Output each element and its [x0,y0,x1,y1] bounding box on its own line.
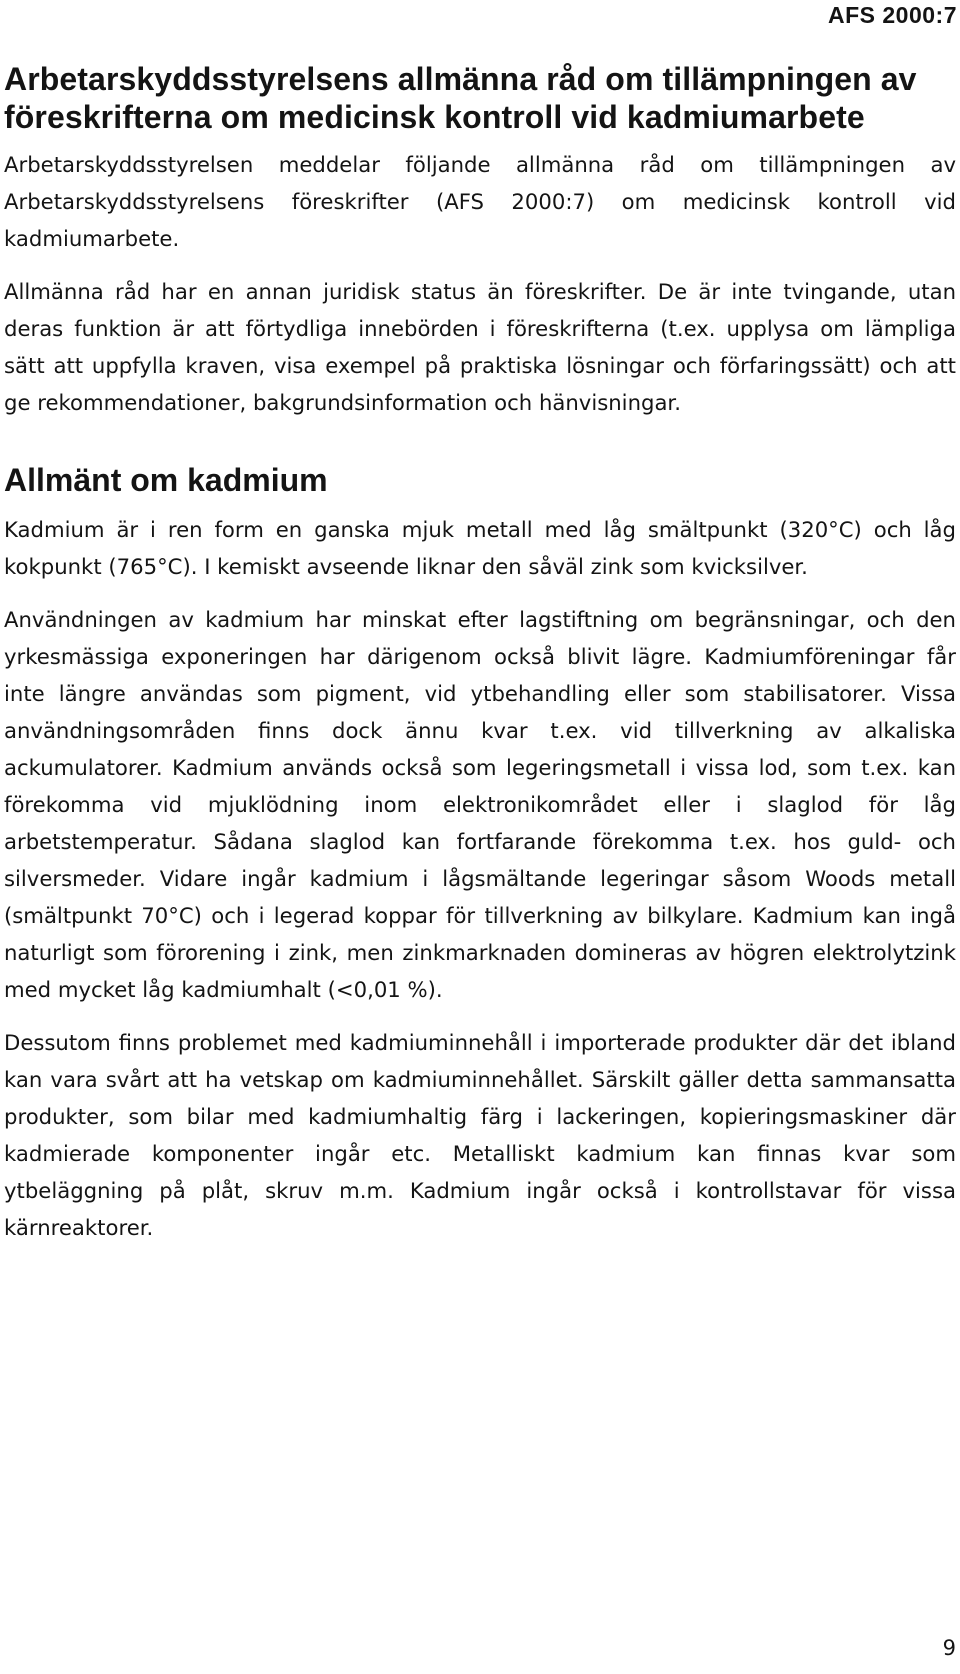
section-paragraph: Dessutom finns problemet med kadmiuminnehåll i importerade produkter där det ibland kan vara svårt att ha vetskap om kadmiuminnehållet. Särskilt gäller detta sammansatta produkter, som bilar med kadmiumhaltig färg i lackeringen, kopieringsmaskiner där kadmierade komponenter ingår etc. Metalliskt kadmium kan finnas kvar som ytbeläggning på plåt, skruv m.m. Kadmium ingår också i kontrollstavar för vissa kärnreaktorer. [4,1030,956,1240]
intro-paragraph: Allmänna råd har en annan juridisk status än föreskrifter. De är inte tvingande, utan deras funktion är att förtydliga innebörden i föreskrifterna (t.ex. upplysa om lämpliga sätt att uppfylla kraven, visa exempel på praktiska lösningar och förfaringssätt) och att ge rekommendationer, bakgrundsinformation och hänvisningar. [4,279,956,415]
intro-paragraph: Arbetarskyddsstyrelsen meddelar följande allmänna råd om tillämpningen av Arbetarskyddsstyrelsens föreskrifter (AFS 2000:7) om medicinsk kontroll vid kadmiumarbete. [4,152,956,251]
section-heading: Allmänt om kadmium [4,462,328,498]
section-paragraph: Användningen av kadmium har minskat efter lagstiftning om begränsningar, och den yrkesmässiga exponeringen har därigenom också blivit lägre. Kadmiumföreningar får inte längre användas som pigment, vid ytbehandling eller som stabilisatorer. Vissa användningsområden finns dock ännu kvar t.ex. vid tillverkning av alkaliska ackumulatorer. Kadmium används också som legeringsmetall i vissa lod, som t.ex. kan förekomma vid mjuklödning inom elektronikområdet eller i slaglod för låg arbetstemperatur. Sådana slaglod kan fortfarande förekomma t.ex. hos guld- och silversmeder. Vidare ingår kadmium i lågsmältande legeringar såsom Woods metall (smältpunkt 70°C) och i legerad koppar för tillverkning av bilkylare. Kadmium kan ingå naturligt som förorening i zink, men zinkmarknaden domineras av högren elektrolytzink med mycket låg kadmiumhalt (<0,01 %). [4,607,956,1002]
document-body [4,60,956,1246]
page-number: 9 [942,1636,956,1660]
document-title: Arbetarskyddsstyrelsens allmänna råd om tillämpningen av föreskrifterna om medicinsk kontroll vid kadmiumarbete [4,61,917,135]
section-paragraph: Kadmium är i ren form en ganska mjuk metall med låg smältpunkt (320°C) och låg kokpunkt (765°C). I kemiskt avseende liknar den såväl zink som kvicksilver. [4,517,956,579]
document-code: AFS 2000:7 [827,2,957,28]
